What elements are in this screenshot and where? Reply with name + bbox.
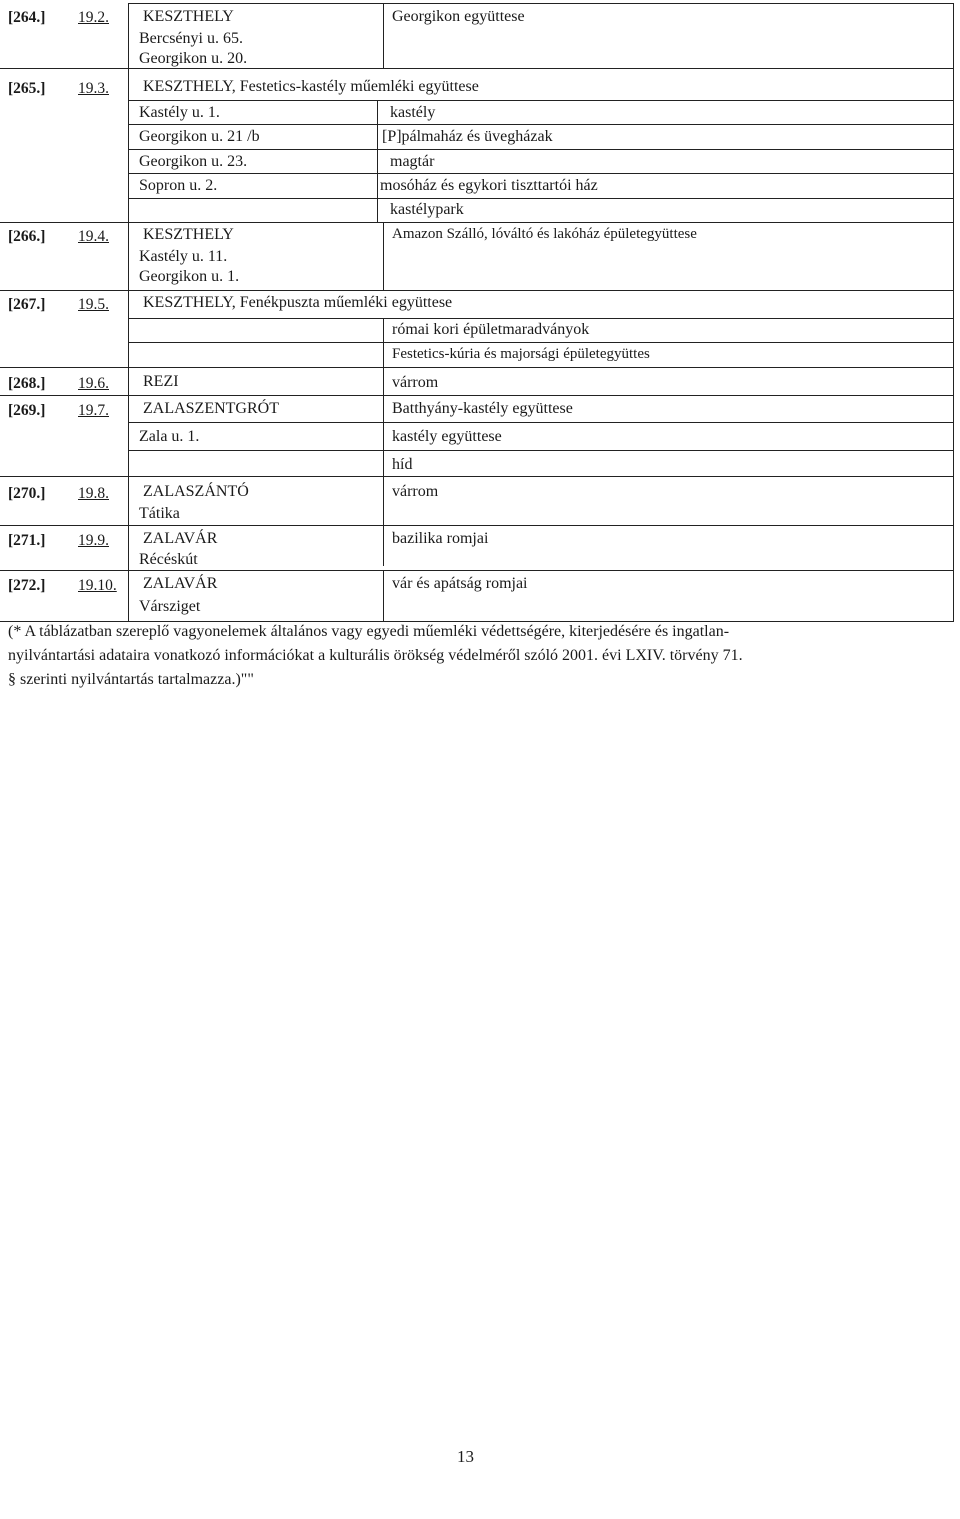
section-number: 19.3. bbox=[78, 80, 109, 97]
place-name: ZALAVÁR bbox=[143, 530, 218, 547]
row-number: [269.] bbox=[8, 402, 46, 419]
description: kastély együttese bbox=[392, 428, 502, 445]
description: híd bbox=[392, 456, 413, 473]
row-number: [264.] bbox=[8, 9, 46, 26]
description: Georgikon együttese bbox=[392, 8, 525, 25]
section-number: 19.7. bbox=[78, 402, 109, 419]
address: Bercsényi u. 65. bbox=[139, 30, 243, 47]
description: várrom bbox=[392, 374, 439, 391]
address: Georgikon u. 21 /b bbox=[139, 128, 260, 145]
place-name: KESZTHELY bbox=[143, 8, 234, 25]
place-name: ZALASZENTGRÓT bbox=[143, 400, 279, 417]
place-name: ZALASZÁNTÓ bbox=[143, 483, 249, 500]
footnote-line: § szerinti nyilvántartás tartalmazza.)"" bbox=[8, 671, 254, 688]
description: Festetics-kúria és majorsági épületegyüttes bbox=[392, 346, 650, 362]
page-number: 13 bbox=[457, 1447, 474, 1466]
footnote-line: (* A táblázatban szereplő vagyonelemek általános vagy egyedi műemléki védettségére, kiterjedésére és ingatlan- bbox=[8, 623, 730, 640]
row-number: [267.] bbox=[8, 296, 46, 313]
place-name: KESZTHELY bbox=[143, 226, 234, 243]
address: Kastély u. 11. bbox=[139, 248, 228, 265]
description: vár és apátság romjai bbox=[392, 575, 528, 592]
ensemble-title: KESZTHELY, Festetics-kastély műemléki együttese bbox=[143, 78, 479, 95]
address: Georgikon u. 23. bbox=[139, 153, 248, 170]
section-number: 19.9. bbox=[78, 532, 109, 549]
address: Georgikon u. 20. bbox=[139, 50, 248, 67]
address: Zala u. 1. bbox=[139, 428, 200, 445]
description: kastélypark bbox=[390, 201, 464, 218]
description: [P]pálmaház és üvegházak bbox=[382, 128, 553, 145]
section-number: 19.2. bbox=[78, 9, 109, 26]
place-name: REZI bbox=[143, 373, 179, 390]
address: Vársziget bbox=[139, 598, 201, 615]
description: Amazon Szálló, lóváltó és lakóház épületegyüttese bbox=[392, 226, 697, 242]
row-number: [268.] bbox=[8, 375, 46, 392]
row-number: [270.] bbox=[8, 485, 46, 502]
footnote-line: nyilvántartási adataira vonatkozó információkat a kulturális örökség védelméről szóló 2001. évi LXIV. törvény 71. bbox=[8, 647, 743, 664]
description: bazilika romjai bbox=[392, 530, 489, 547]
description: várrom bbox=[392, 483, 439, 500]
section-number: 19.10. bbox=[78, 577, 117, 594]
address: Sopron u. 2. bbox=[139, 177, 218, 194]
section-number: 19.5. bbox=[78, 296, 109, 313]
section-number: 19.8. bbox=[78, 485, 109, 502]
ensemble-title: KESZTHELY, Fenékpuszta műemléki együttese bbox=[143, 294, 453, 311]
description: Batthyány-kastély együttese bbox=[392, 400, 573, 417]
address: Tátika bbox=[139, 505, 180, 522]
description: római kori épületmaradványok bbox=[392, 321, 590, 338]
description: mosóház és egykori tiszttartói ház bbox=[380, 177, 598, 194]
description: kastély bbox=[390, 104, 436, 121]
address: Récéskút bbox=[139, 551, 198, 568]
row-number: [272.] bbox=[8, 577, 46, 594]
row-number: [271.] bbox=[8, 532, 46, 549]
place-name: ZALAVÁR bbox=[143, 575, 218, 592]
section-number: 19.6. bbox=[78, 375, 109, 392]
description: magtár bbox=[390, 153, 435, 170]
row-number: [265.] bbox=[8, 80, 46, 97]
row-number: [266.] bbox=[8, 228, 46, 245]
address: Georgikon u. 1. bbox=[139, 268, 240, 285]
address: Kastély u. 1. bbox=[139, 104, 220, 121]
section-number: 19.4. bbox=[78, 228, 109, 245]
